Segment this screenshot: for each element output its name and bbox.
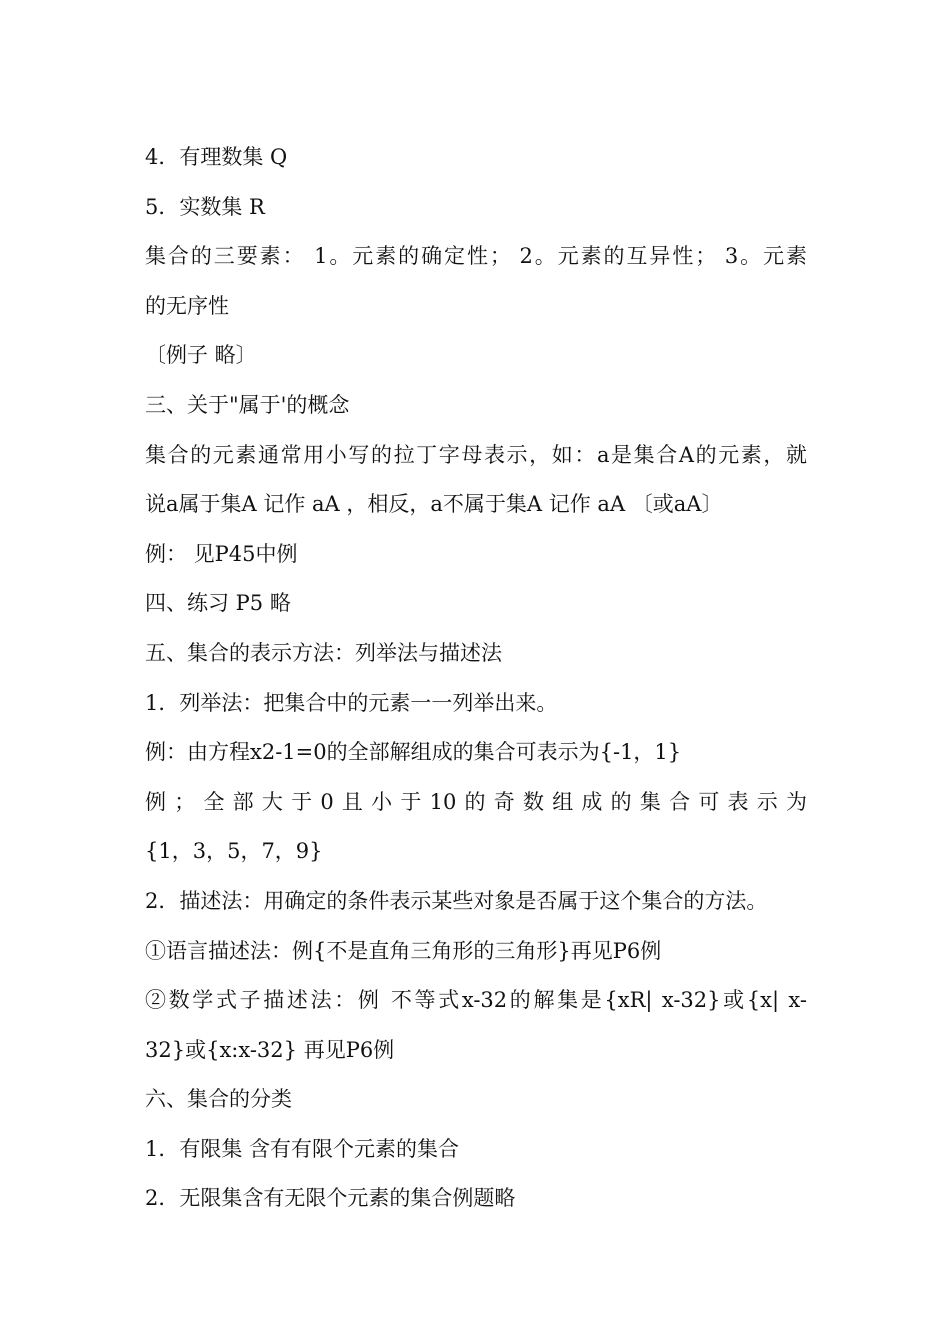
section-heading: 四、练习 P5 略 <box>145 591 291 616</box>
text-line: 的无序性 <box>145 293 229 318</box>
section-heading: 三、关于"属于'的概念 <box>145 392 350 417</box>
text-line: 5．实数集 R <box>145 194 265 219</box>
text-line: 32}或{x:x-32} 再见P6例 <box>145 1037 395 1062</box>
text-line: 2．描述法：用确定的条件表示某些对象是否属于这个集合的方法。 <box>145 888 768 913</box>
document-body <box>145 133 807 1224</box>
text-line: 集合的元素通常用小写的拉丁字母表示，如：a是集合A的元素，就 <box>145 442 807 467</box>
text-line: 例：由方程x2-1=0的全部解组成的集合可表示为{-1，1} <box>145 740 682 765</box>
text-line: {1，3，5，7，9} <box>145 839 323 864</box>
section-heading: 五、集合的表示方法：列举法与描述法 <box>145 640 502 665</box>
text-line: ②数学式子描述法：例 不等式x-32的解集是{xR| x-32}或{x| x- <box>145 988 807 1013</box>
text-line: 1．有限集 含有有限个元素的集合 <box>145 1136 460 1161</box>
section-heading: 六、集合的分类 <box>145 1087 292 1112</box>
text-line: 1．列举法：把集合中的元素一一列举出来。 <box>145 690 558 715</box>
text-line: 〔例子 略〕 <box>145 343 257 368</box>
text-line: ①语言描述法：例{不是直角三角形的三角形}再见P6例 <box>145 938 662 963</box>
text-line: 2．无限集含有无限个元素的集合例题略 <box>145 1186 516 1211</box>
text-line: 例；全部大于0且小于10的奇数组成的集合可表示为 <box>145 789 807 814</box>
text-line: 4．有理数集 Q <box>145 145 288 169</box>
text-line: 例： 见P45中例 <box>145 541 298 566</box>
text-line: 集合的三要素： 1。元素的确定性； 2。元素的互异性； 3。元素 <box>145 244 807 269</box>
text-line: 说a属于集A 记作 aA ，相反，a不属于集A 记作 aA 〔或aA〕 <box>145 492 723 517</box>
